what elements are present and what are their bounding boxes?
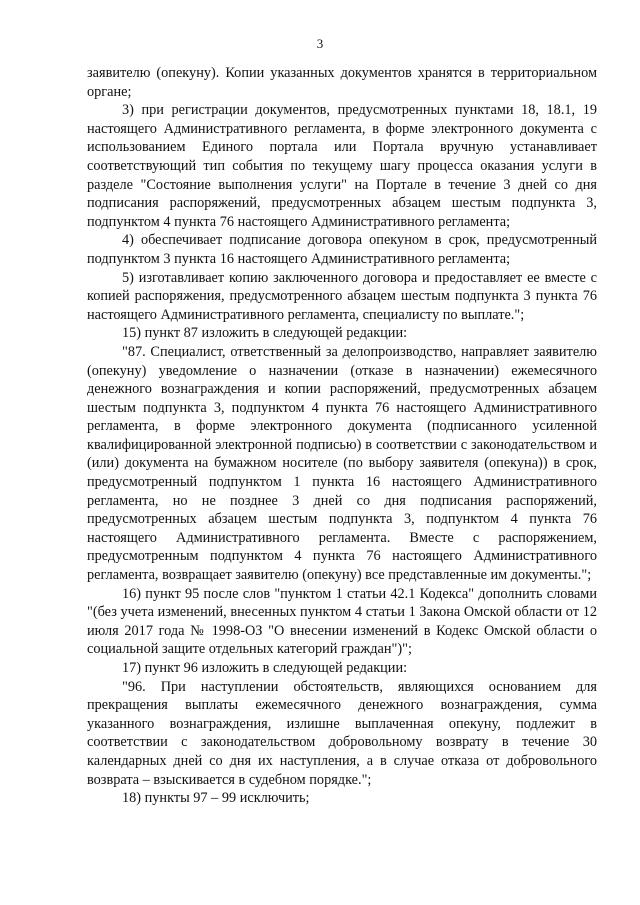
paragraph: 17) пункт 96 изложить в следующей редакции: — [122, 660, 408, 676]
paragraph: "96. При наступлении обстоятельств, являющихся основанием для прекращения выплаты ежемесячного денежного вознаграждения, сумма указанного вознаграждения, излишне выплаченная опекуну, подлежит в соответствии с законодательством добровольному возврату в течение 30 календарных дней со дня их наступления, а в случае отказа от добровольного возврата – взыскивается в судебном порядке."; — [87, 678, 597, 788]
paragraph: 15) пункт 87 изложить в следующей редакции: — [122, 325, 408, 342]
paragraph: 4) обеспечивает подписание договора опекуном в срок, предусмотренный подпунктом 3 пункта 16 настоящего Административного регламента; — [87, 232, 597, 267]
document-body — [87, 64, 597, 808]
paragraph: "87. Специалист, ответственный за делопроизводство, направляет заявителю (опекуну) уведомление о назначении (отказе в назначении) ежемесячного денежного вознаграждения и копии распоряжений, предусмотренных абзацем шестым подпункта 3, подпунктом 4 пункта 76 настоящего Административного регламента, в форме электронного документа (подписанного усиленной квалифицированной электронной подписью) в соответствии с законодательством и (или) документа на бумажном носителе (по выбору заявителя (опекуна)) в срок, предусмотренный подпунктом 1 пункта 16 настоящего Административного регламента, но не позднее 3 дней со дня подписания распоряжений, предусмотренных абзацем шестым подпункта 3, подпунктом 4 пункта 76 настоящего Административного регламента. Вместе с распоряжением, предусмотренным подпунктом 4 пункта 76 настоящего Административного регламента, возвращает заявителю (опекуну) все представленные им документы."; — [87, 343, 597, 584]
page-number: 3 — [316, 36, 324, 51]
paragraph: 16) пункт 95 после слов "пунктом 1 статьи 42.1 Кодекса" дополнить словами "(без учета изменений, внесенных пунктом 4 статьи 1 Закона Омской области от 12 июля 2017 года № 1998-ОЗ "О внесении изменений в Кодекс Омской области о социальной защите отдельных категорий граждан")"; — [87, 585, 597, 658]
paragraph: 5) изготавливает копию заключенного договора и предоставляет ее вместе с копией распоряжения, предусмотренного абзацем шестым подпункта 3 пункта 76 настоящего Административного регламента, специалисту по выплате."; — [87, 269, 597, 323]
paragraph: 3) при регистрации документов, предусмотренных пунктами 18, 18.1, 19 настоящего Административного регламента, в форме электронного документа с использованием Единого портала или Портала вручную устанавливает соответствующий тип события по текущему шагу процесса оказания услуги в разделе "Состояние выполнения услуги" на Портале в течение 3 дней со дня подписания распоряжений, предусмотренных абзацем шестым подпункта 3, подпунктом 4 пункта 76 настоящего Административного регламента; — [87, 102, 597, 230]
paragraph: заявителю (опекуну). Копии указанных документов хранятся в территориальном органе; — [87, 65, 597, 100]
paragraph: 18) пункты 97 – 99 исключить; — [122, 790, 310, 807]
